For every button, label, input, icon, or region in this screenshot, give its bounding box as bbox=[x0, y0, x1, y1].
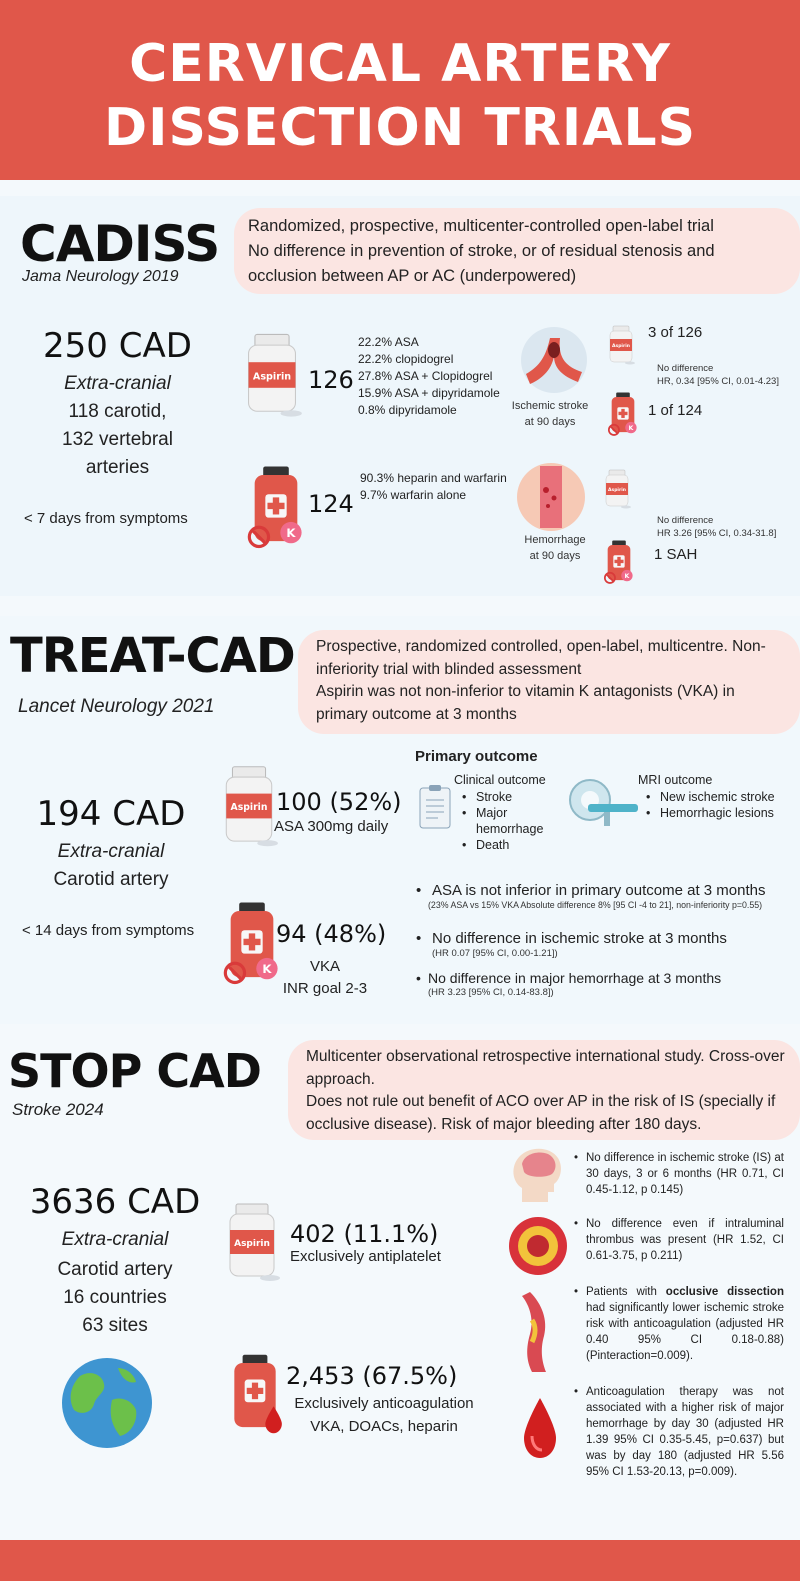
treatcad-artery: Carotid artery bbox=[53, 869, 169, 890]
stat-line: No difference bbox=[657, 363, 714, 374]
stopcad-ap-desc: Exclusively antiplatelet bbox=[290, 1248, 441, 1265]
stat-line: HR 3.26 [95% CI, 0.34-31.8] bbox=[657, 528, 777, 539]
cadiss-ap-breakdown bbox=[358, 334, 500, 419]
treatcad-title: TREAT-CAD bbox=[10, 628, 295, 684]
finding-bold-text: occlusive dissection bbox=[665, 1286, 784, 1298]
stopcad-countries: 16 countries bbox=[63, 1287, 167, 1308]
cadiss-ischemic-stat bbox=[657, 362, 779, 388]
cadiss-hemorrhage-stat bbox=[657, 514, 776, 540]
finding-text: Patients with bbox=[586, 1286, 666, 1298]
aspirin-bottle-small-icon bbox=[606, 322, 636, 368]
label-line: Ischemic stroke bbox=[511, 400, 589, 412]
mri-outcome-title: MRI outcome bbox=[638, 773, 713, 787]
treatcad-ac-desc bbox=[260, 956, 390, 1000]
page-title-line2: DISSECTION TRIALS bbox=[103, 98, 697, 158]
stopcad-type: Extra-cranial bbox=[61, 1229, 169, 1250]
stopcad-sites: 63 sites bbox=[82, 1315, 148, 1336]
stopcad-summary-1: Multicenter observational retrospective international study. Cross-over approach. bbox=[306, 1048, 785, 1088]
result-sub: (HR 3.23 [95% CI, 0.14-83.8]) bbox=[428, 987, 554, 998]
stopcad-summary-2: Does not rule out benefit of ACO over AP in the risk of IS (specially if occlusive disease). Risk of major bleeding after 180 days. bbox=[306, 1093, 776, 1133]
label-line: Hemorrhage bbox=[524, 534, 586, 546]
primary-outcome-title: Primary outcome bbox=[415, 748, 538, 765]
stopcad-count: 3636 CAD bbox=[29, 1182, 201, 1222]
treatcad-summary-2: Aspirin was not non-inferior to vitamin K antagonists (VKA) in primary outcome at 3 months bbox=[316, 683, 735, 723]
treatcad-ac-n: 94 (48%) bbox=[276, 920, 387, 948]
list-item: • Major hemorrhage bbox=[462, 805, 562, 837]
stat-line: HR, 0.34 [95% CI, 0.01-4.23] bbox=[657, 376, 779, 387]
cadiss-summary-2: No difference in prevention of stroke, or of residual stenosis and occlusion between AP or AC (underpowered) bbox=[248, 242, 715, 285]
aspirin-bottle-small-icon bbox=[602, 466, 632, 512]
cadiss-ischemic-label bbox=[500, 398, 600, 430]
clinical-outcome-list bbox=[462, 789, 562, 853]
ac-desc-line: INR goal 2-3 bbox=[282, 980, 368, 997]
cadiss-ac-item: 9.7% warfarin alone bbox=[360, 488, 467, 502]
ac-desc-line: VKA, DOACs, heparin bbox=[310, 1418, 458, 1435]
stopcad-finding-3 bbox=[574, 1284, 784, 1364]
stopcad-journal: Stroke 2024 bbox=[12, 1100, 104, 1119]
cadiss-summary-1: Randomized, prospective, multicenter-controlled open-label trial bbox=[248, 217, 714, 235]
mri-scanner-icon bbox=[568, 776, 640, 830]
list-item: • Hemorrhagic lesions bbox=[646, 805, 796, 821]
treatcad-result-3 bbox=[416, 970, 796, 999]
cadiss-artery-1: 118 carotid, bbox=[68, 401, 167, 422]
stopcad-artery: Carotid artery bbox=[57, 1259, 173, 1280]
cadiss-ac-item: 90.3% heparin and warfarin bbox=[360, 471, 507, 485]
artery-clot-icon bbox=[520, 326, 588, 394]
bullet: • bbox=[574, 1386, 579, 1398]
cadiss-count: 250 CAD bbox=[43, 326, 192, 366]
thrombus-icon bbox=[508, 1216, 568, 1276]
cadiss-hemorrhage-ac: 1 SAH bbox=[654, 546, 698, 563]
treatcad-result-2 bbox=[416, 930, 796, 960]
footer-banner bbox=[0, 1540, 800, 1581]
occluded-artery-icon bbox=[520, 1290, 554, 1374]
cadiss-ap-item: 27.8% ASA + Clopidogrel bbox=[358, 369, 493, 383]
treatcad-summary-1: Prospective, randomized controlled, open-label, multicentre. Non-inferiority trial with blinded assessment bbox=[316, 638, 766, 678]
cadiss-ac-breakdown bbox=[360, 470, 507, 504]
ac-desc-line: VKA bbox=[309, 958, 340, 975]
treatcad-timing: < 14 days from symptoms bbox=[22, 922, 195, 939]
clinical-outcome-title: Clinical outcome bbox=[454, 773, 546, 787]
cadiss-type: Extra-cranial bbox=[64, 373, 171, 394]
cadiss-ap-item: 15.9% ASA + dipyridamole bbox=[358, 386, 500, 400]
aspirin-bottle-icon bbox=[218, 762, 280, 850]
globe-icon bbox=[60, 1356, 154, 1450]
treatcad-ap-desc: ASA 300mg daily bbox=[274, 818, 389, 835]
cadiss-ap-item: 22.2% clopidogrel bbox=[358, 352, 454, 366]
result-main: • No difference in ischemic stroke at 3 months bbox=[416, 930, 727, 947]
stopcad-title: STOP CAD bbox=[8, 1044, 261, 1098]
blood-drop-icon bbox=[520, 1396, 560, 1460]
result-sub: (23% ASA vs 15% VKA Absolute difference 8% [95 CI -4 to 21], non-inferiority p=0.55) bbox=[428, 900, 763, 910]
head-brain-icon bbox=[508, 1144, 564, 1204]
result-main-text: No difference in major hemorrhage at 3 months bbox=[428, 970, 722, 986]
label-line: at 90 days bbox=[529, 550, 581, 562]
cadiss-artery-2: 132 vertebral bbox=[62, 429, 173, 450]
list-item: • Stroke bbox=[462, 789, 562, 805]
stopcad-ac-desc bbox=[284, 1392, 484, 1438]
cadiss-hemorrhage-label bbox=[500, 532, 610, 564]
finding-text: Anticoagulation therapy was not associated with a higher risk of major hemorrhage by day 30 (adjusted HR 1.39 95% CI 0.35-5.45, p=0.637) but was by day 180 (adjusted HR 5.56 95% CI 1.53-20.13, p=0.009). bbox=[586, 1386, 784, 1478]
treatcad-ap-n: 100 (52%) bbox=[276, 788, 402, 816]
cadiss-journal: Jama Neurology 2019 bbox=[22, 268, 179, 285]
list-item: • Death bbox=[462, 837, 562, 853]
stopcad-summary-box bbox=[288, 1040, 800, 1140]
result-main-text: ASA is not inferior in primary outcome at 3 months bbox=[432, 882, 766, 899]
stat-line: No difference bbox=[657, 515, 714, 526]
finding-text: No difference even if intraluminal thrombus was present (HR 1.52, CI 0.61-3.75, p 0.211) bbox=[586, 1218, 784, 1262]
mri-outcome-list bbox=[646, 789, 796, 821]
stopcad-ap-n: 402 (11.1%) bbox=[290, 1220, 439, 1248]
anticoagulant-bottle-icon bbox=[224, 1344, 286, 1444]
label-line: at 90 days bbox=[524, 416, 576, 428]
stopcad-ac-n: 2,453 (67.5%) bbox=[286, 1362, 458, 1390]
stopcad-finding-1 bbox=[574, 1150, 784, 1198]
bullet: • bbox=[574, 1152, 579, 1164]
hemorrhage-icon bbox=[516, 462, 586, 532]
finding-text: No difference in ischemic stroke (IS) at 30 days, 3 or 6 months (HR 0.71, CI 0.45-1.12, p 0.145) bbox=[586, 1152, 784, 1196]
result-main-text: No difference in ischemic stroke at 3 months bbox=[432, 930, 727, 947]
bullet: • bbox=[574, 1218, 579, 1230]
cadiss-ap-item: 22.2% ASA bbox=[358, 335, 419, 349]
page-title-line1: CERVICAL ARTERY bbox=[129, 34, 671, 94]
clipboard-icon bbox=[418, 784, 452, 830]
bullet: • bbox=[574, 1286, 579, 1298]
result-main: • No difference in major hemorrhage at 3 months bbox=[416, 970, 722, 986]
stopcad-finding-4 bbox=[574, 1384, 784, 1480]
cadiss-timing: < 7 days from symptoms bbox=[24, 510, 188, 527]
cadiss-ap-item: 0.8% dipyridamole bbox=[358, 403, 457, 417]
result-sub: (HR 0.07 [95% CI, 0.00-1.21]) bbox=[432, 948, 558, 959]
vitamin-k-bottle-icon bbox=[244, 462, 308, 552]
cadiss-ap-n: 126 bbox=[308, 366, 354, 394]
vitamin-k-bottle-small-icon bbox=[602, 536, 636, 588]
cadiss-ac-n: 124 bbox=[308, 490, 354, 518]
treatcad-count: 194 CAD bbox=[36, 794, 186, 834]
list-item: • New ischemic stroke bbox=[646, 789, 796, 805]
treatcad-result-1 bbox=[416, 882, 796, 912]
cadiss-artery-3: arteries bbox=[85, 457, 150, 478]
cadiss-ischemic-ap: 3 of 126 bbox=[648, 324, 703, 341]
cadiss-ischemic-ac: 1 of 124 bbox=[648, 402, 703, 419]
result-main: • ASA is not inferior in primary outcome at 3 months bbox=[416, 882, 766, 899]
stopcad-finding-2 bbox=[574, 1216, 784, 1264]
ac-desc-line: Exclusively anticoagulation bbox=[294, 1395, 474, 1412]
treatcad-summary-box bbox=[298, 630, 800, 734]
finding-text: had significantly lower ischemic stroke risk with anticoagulation (adjusted HR 0.40 95% CI 0.18-0.88) (Pinteraction=0.009). bbox=[586, 1302, 784, 1362]
vitamin-k-bottle-small-icon bbox=[606, 390, 640, 438]
aspirin-bottle-icon bbox=[222, 1196, 282, 1288]
aspirin-bottle-icon bbox=[240, 330, 304, 420]
cadiss-title: CADISS bbox=[20, 215, 220, 273]
cadiss-summary-box bbox=[234, 208, 800, 294]
treatcad-journal: Lancet Neurology 2021 bbox=[18, 696, 215, 717]
treatcad-type: Extra-cranial bbox=[57, 841, 165, 862]
